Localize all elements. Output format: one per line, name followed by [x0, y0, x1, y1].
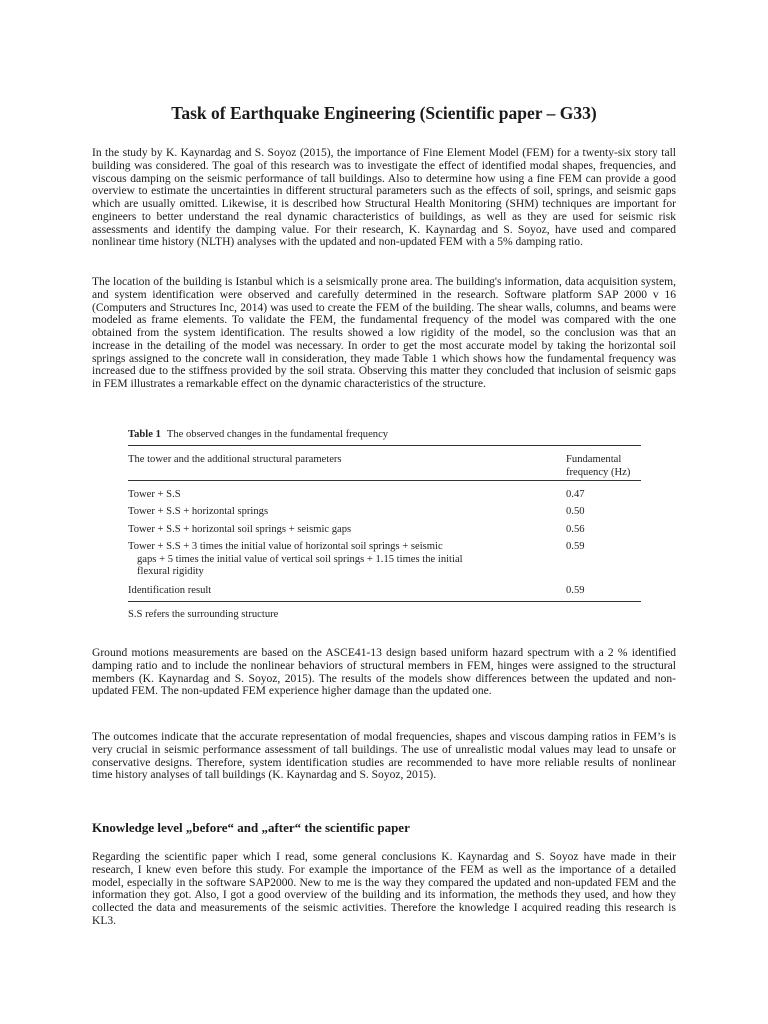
- table-header-frequency: [566, 453, 630, 479]
- table-header-rule: [128, 480, 641, 481]
- paragraph-ground-motions: Ground motions measurements are based on the ASCE41-13 design based uniform hazard spectrum with a 2 % identified damping ratio and to include the nonlinear behaviors of structural members in FEM, hinges were assigned to the structural members (K. Kaynardag and S. Soyoz, 2015). The results of the models show differences between the updated and non-updated FEM. The non-updated FEM experience higher damage than the updated one.: [92, 647, 676, 698]
- section-heading-knowledge-level: Knowledge level „before“ and „after“ the scientific paper: [92, 820, 410, 835]
- paragraph-outcomes: The outcomes indicate that the accurate representation of modal frequencies, shapes and viscous damping ratios in FEM’s is very crucial in seismic performance assessment of tall buildings. The use of unrealistic modal values may lead to unsafe or conservative designs. Therefore, system identification studies are recommended to have more reliable results of nonlinear time history analyses of tall buildings (K. Kaynardag and S. Soyoz, 2015).: [92, 731, 676, 782]
- table-note: S.S refers the surrounding structure: [128, 609, 279, 620]
- document-title: Task of Earthquake Engineering (Scientific paper – G33): [171, 103, 597, 123]
- table-row-label: Tower + S.S: [128, 489, 181, 500]
- table-row-value: 0.50: [566, 506, 585, 517]
- table-row-label: Tower + S.S + horizontal soil springs + seismic gaps: [128, 524, 352, 535]
- table-caption: [128, 428, 388, 441]
- table-top-rule: [128, 445, 641, 446]
- table-row-label: Tower + S.S + horizontal springs: [128, 506, 269, 517]
- table-row-label-line: flexural rigidity: [137, 566, 204, 578]
- table-row-label-multiline: [128, 541, 548, 579]
- table-row-value: 0.47: [566, 489, 585, 500]
- table-bottom-rule: [128, 601, 641, 602]
- table-row-label-line: gaps + 5 times the initial value of vertical soil springs + 1.15 times the initial: [137, 553, 463, 565]
- table-caption-text: The observed changes in the fundamental frequency: [166, 429, 389, 440]
- table-row-value: 0.59: [566, 585, 585, 596]
- table-row-value: 0.59: [566, 541, 585, 552]
- table-row-label-line: Tower + S.S + 3 times the initial value of horizontal soil springs + seismic: [128, 541, 443, 552]
- table-header-frequency-line1: Fundamental: [566, 454, 622, 465]
- table-header-frequency-line2: frequency (Hz): [566, 467, 631, 478]
- paragraph-building-model: The location of the building is Istanbul which is a seismically prone area. The building's information, data acquisition system, and system identification were observed and carefully determined in the research. Software platform SAP 2000 v 16 (Computers and Structures Inc, 2014) was used to create the FEM of the building. The shear walls, columns, and beams were modeled as frame elements. To validate the FEM, the fundamental frequency of the model was compared with the one obtained from the system identification. The results showed a low rigidity of the model, so the conclusion was that an increase in the detailing of the model was necessary. In order to get the most accurate model by taking the horizontal soil springs assigned to the concrete wall in consideration, they made Table 1 which shows how the fundamental frequency was increased due to the stiffness provided by the soil strata. Observing this matter they concluded that inclusion of seismic gaps in FEM illustrates a remarkable effect on the dynamic characteristics of the structure.: [92, 276, 676, 390]
- table-row-value: 0.56: [566, 524, 585, 535]
- table-label: Table 1: [128, 429, 161, 440]
- table-header-parameters: The tower and the additional structural parameters: [128, 454, 342, 465]
- table-row-label: Identification result: [128, 585, 212, 596]
- paragraph-conclusion: Regarding the scientific paper which I read, some general conclusions K. Kaynardag and S. Soyoz have made in their research, I knew even before this study. For example the importance of the FEM as well as the importance of a detailed model, especially in the software SAP2000. New to me is the way they compared the updated and non-updated FEM and the information they got. Also, I got a good overview of the building and its information, the methods they used, and how they collected the data and measurements of the seismic activities. Therefore the knowledge I acquired reading this research is KL3.: [92, 851, 676, 927]
- paragraph-intro: In the study by K. Kaynardag and S. Soyoz (2015), the importance of Fine Element Model (FEM) for a twenty-six story tall building was considered. The goal of this research was to investigate the effect of identified modal shapes, frequencies, and viscous damping on the seismic performance of tall buildings. Also to determine how using a fine FEM can provide a good overview to estimate the uncertainties in different structural parameters such as the effects of soil, springs, and seismic gaps which are usually omitted. Likewise, it is described how Structural Health Monitoring (SHM) techniques are important for engineers to better understand the real dynamic characteristics of buildings, as well as they are used for seismic risk assessments and identify the damping value. For their research, K. Kaynardag and S. Soyoz, have used and compared nonlinear time history (NLTH) analyses with the updated and non-updated FEM with a 5% damping ratio.: [92, 147, 676, 249]
